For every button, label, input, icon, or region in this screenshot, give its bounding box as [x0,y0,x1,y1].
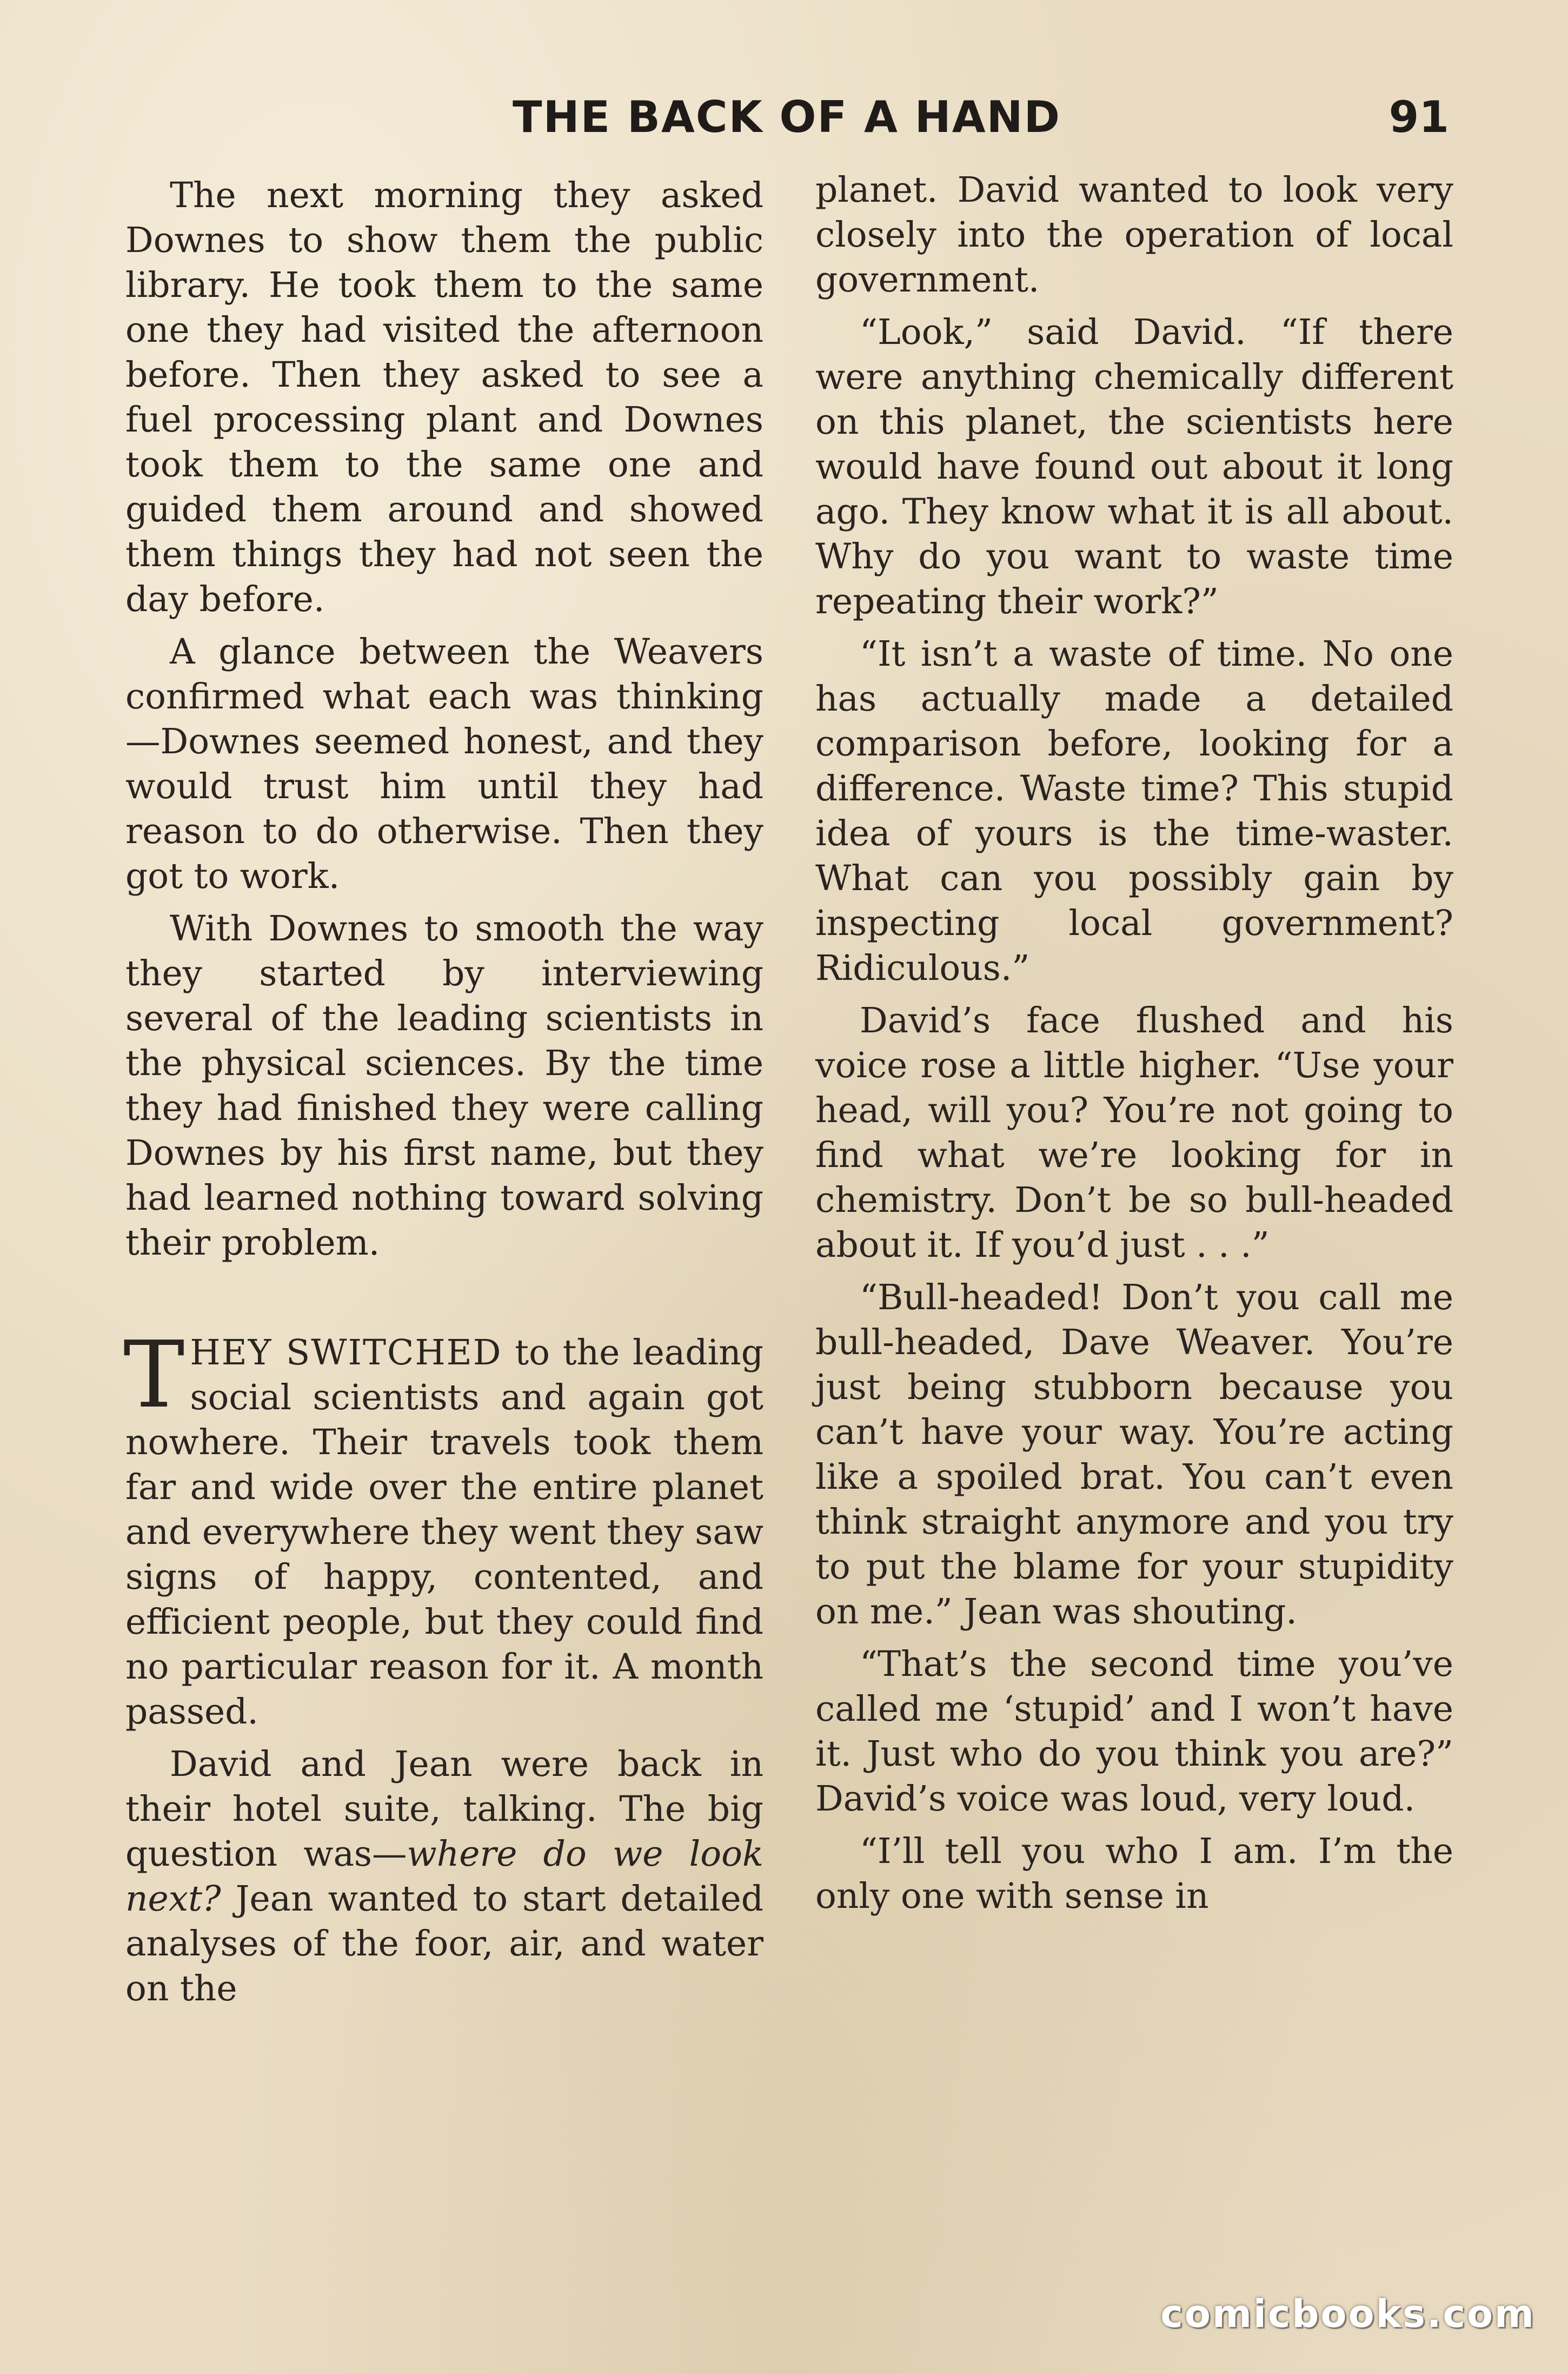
paragraph: David’s face flushed and his voice rose a little higher. “Use your head, will you? You’re not going to find what we’re looking for in chemistry. Don’t be so bull-headed about it. If you’d just . . .” [815,1000,1453,1265]
paragraph-text: David and Jean were back in their hotel suite, talking. The big question was— [125,1744,763,1874]
paragraph-text: Jean wanted to start detailed analyses of the foor, air, and water on the [125,1879,763,2009]
paragraph: “Look,” said David. “If there were anything chemically different on this planet, the scientists here would have found out about it long ago. They know what it is all about. Why do you want to waste time repeating their work?” [815,312,1453,622]
paragraph: With Downes to smooth the way they started by interviewing several of the leading scientists in the physical sciences. By the time they had finished they were calling Downes by his first name, but they had learned nothing toward solving their problem. [125,909,763,1263]
paragraph: planet. David wanted to look very closely into the operation of local government. [815,170,1453,300]
chapter-title: THE BACK OF A HAND [513,92,1061,142]
paragraph [125,1742,763,2011]
paragraph-text: to the leading social scientists and again got nowhere. Their travels took them far and wide over the entire planet and everywhere they went they saw signs of happy, contented, and efficient people, but they could find no particular reason for it. A month passed. [125,1332,763,1732]
paragraph: A glance between the Weavers confirmed what each was thinking—Downes seemed honest, and they would trust him until they had reason to do otherwise. Then they got to work. [125,632,763,897]
paragraph: The next morning they asked Downes to show them the public library. He took them to the same one they had visited the afternoon before. Then they asked to see a fuel processing plant and Downes took them to the same one and guided them around and showed them things they had not seen the day before. [125,175,763,620]
section-lead-in: HEY SWITCHED [190,1332,502,1373]
italic-phrase: where do we look next? [125,1834,763,1919]
right-column [815,168,1453,1926]
paragraph: “I’ll tell you who I am. I’m the only one with sense in [815,1831,1453,1917]
paragraph: “That’s the second time you’ve called me ‘stupid’ and I won’t have it. Just who do you think you are?” David’s voice was loud, very loud. [815,1644,1453,1819]
drop-cap: T [123,1322,185,1429]
left-column [125,173,763,2019]
page-number: 91 [1388,92,1449,142]
paragraph: “Bull-headed! Don’t you call me bull-headed, Dave Weaver. You’re just being stubborn because you can’t have your way. You’re acting like a spoiled brat. You can’t even think straight anymore and you try to put the blame for your stupidity on me.” Jean was shouting. [815,1277,1453,1632]
paragraph: “It isn’t a waste of time. No one has actually made a detailed comparison before, looking for a difference. Waste time? This stupid idea of yours is the time-waster. What can you possibly gain by inspecting local government? Ridiculous.” [815,634,1453,989]
section-paragraph [123,1322,763,1734]
running-header [124,92,1449,157]
site-watermark: comicbooks.com [1160,2292,1536,2336]
